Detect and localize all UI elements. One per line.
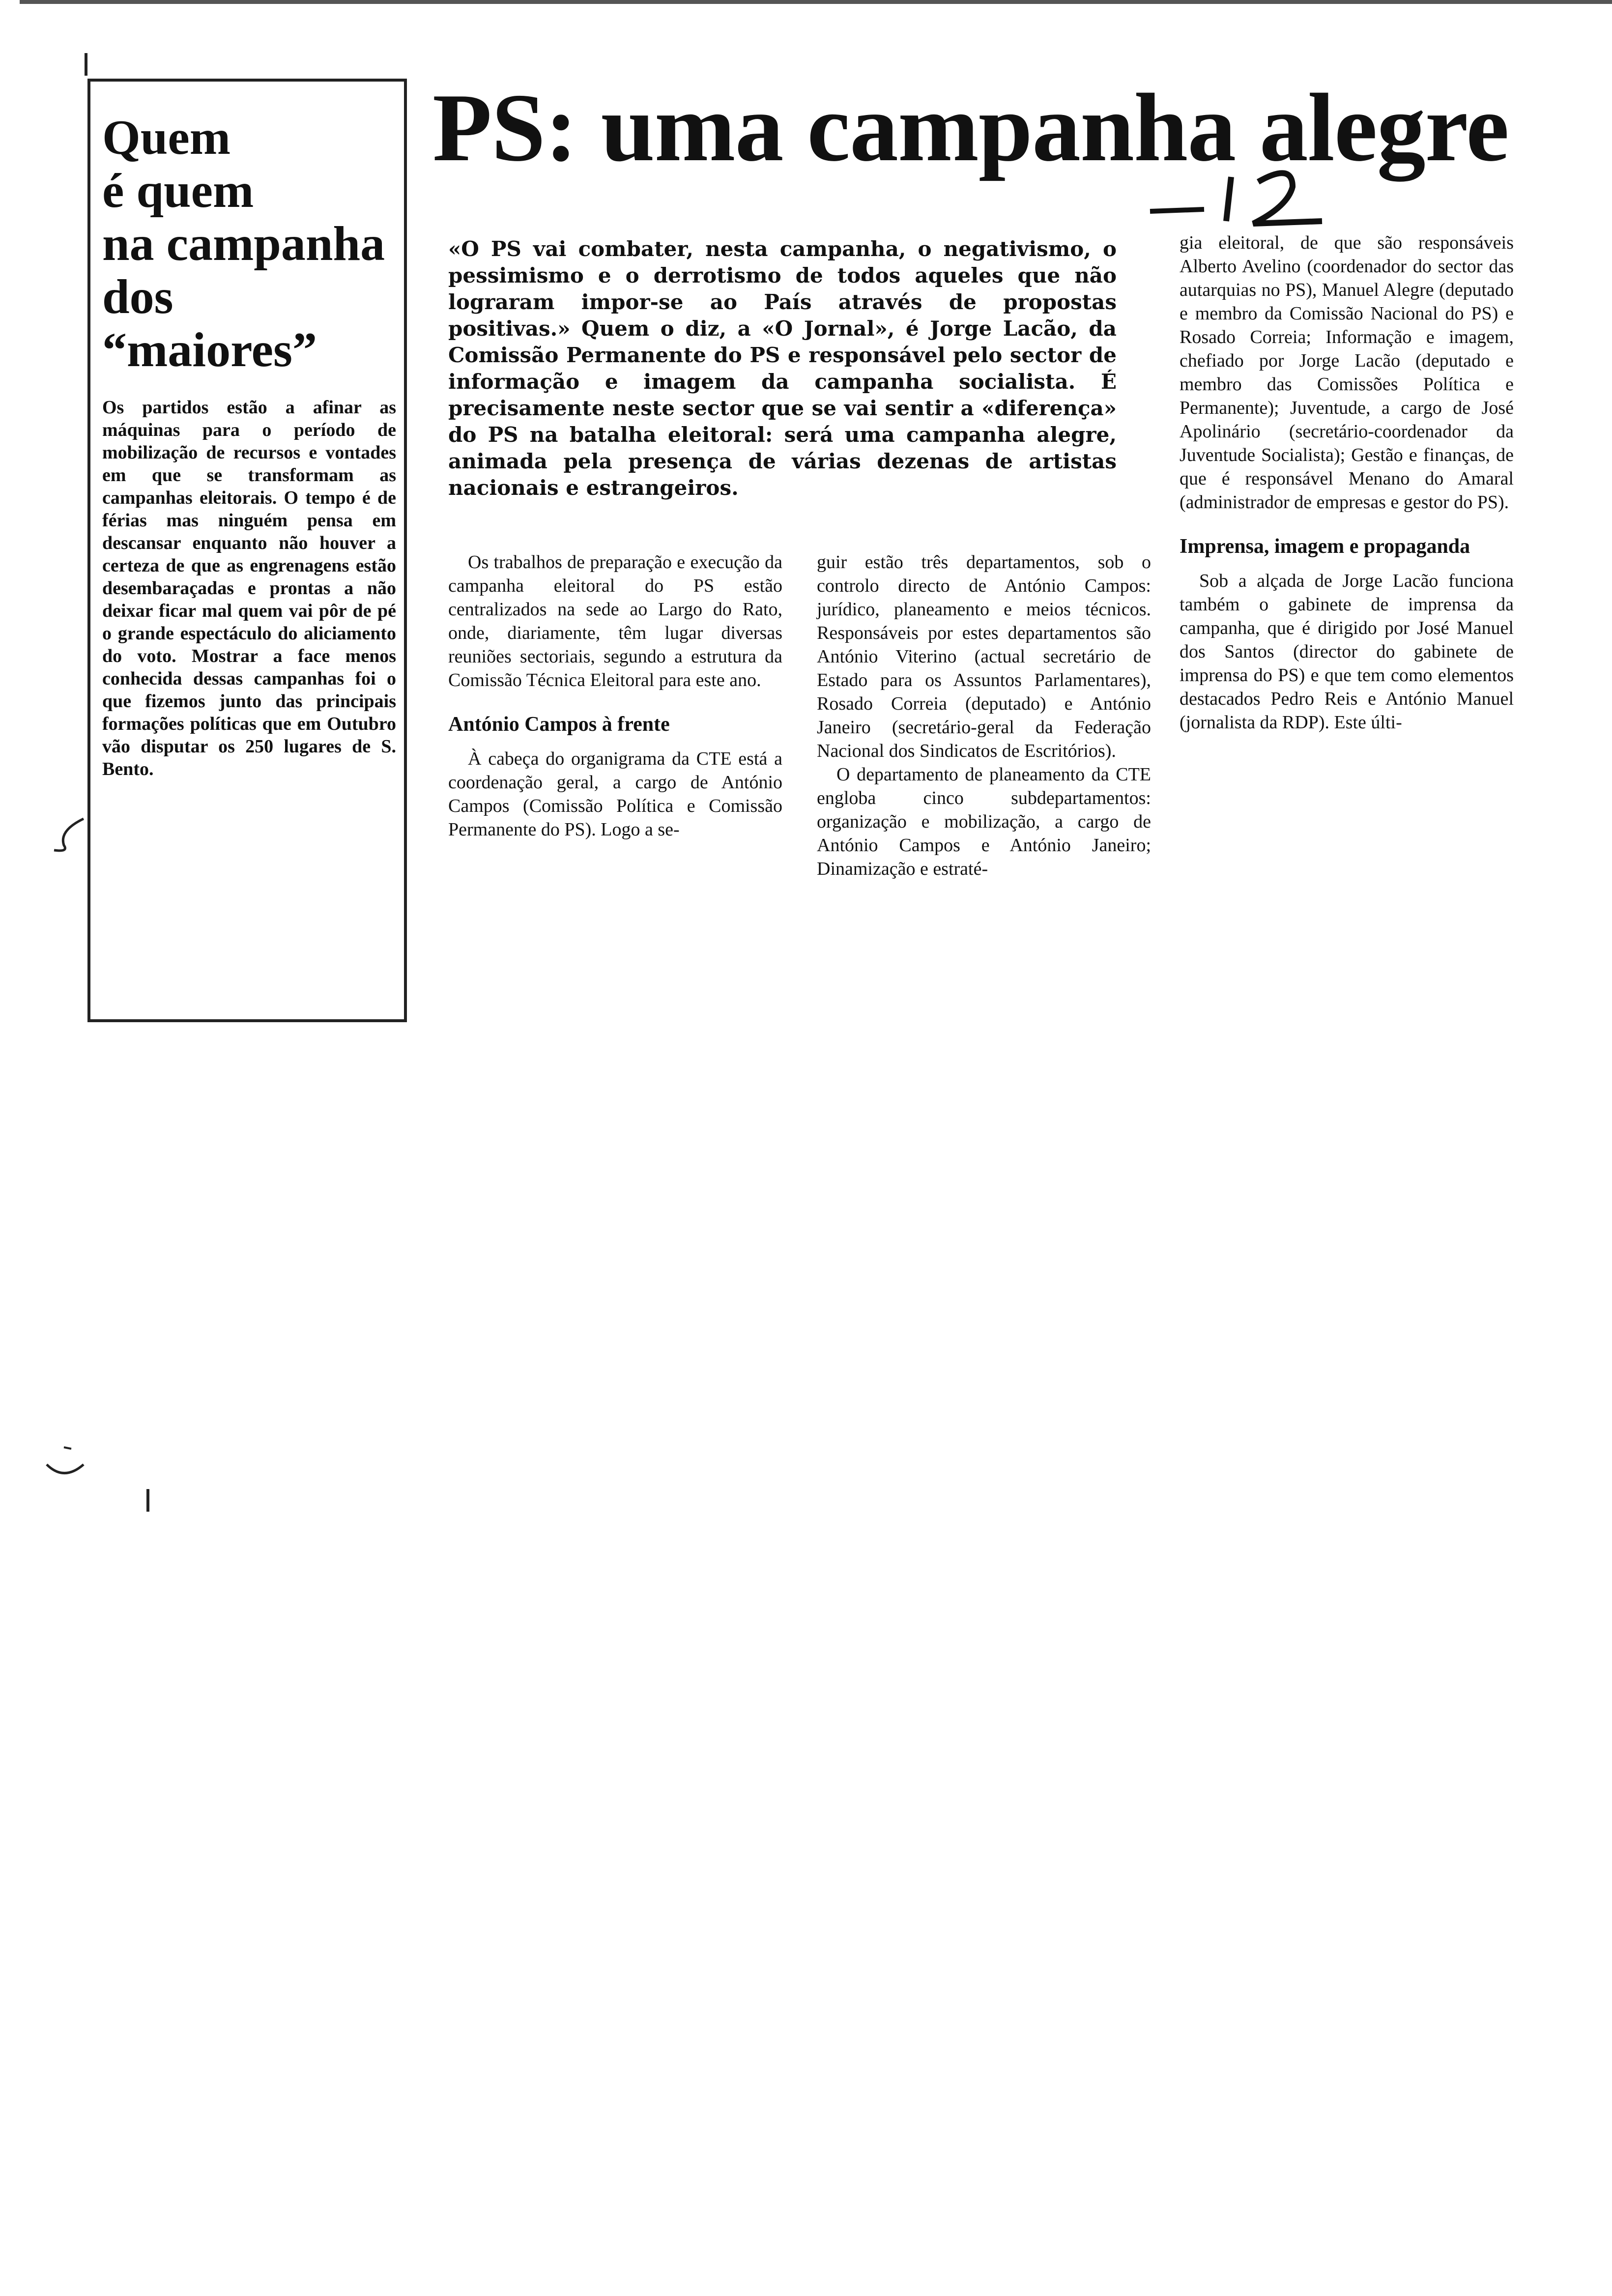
margin-tick-mark	[85, 53, 87, 76]
section-subheading: Imprensa, imagem e propaganda	[1180, 535, 1470, 558]
margin-tick-mark-lower	[146, 1489, 149, 1512]
sidebar-title-line: dos “maiores”	[102, 269, 317, 377]
handwritten-page-mark	[1145, 162, 1327, 231]
body-paragraph: O departamento de planeamento da CTE engloba cinco subdepartamentos: organização e mobilização, a cargo de António Campos e António Janeiro; Dinamização e estraté-	[817, 764, 1151, 879]
article-column-2	[817, 550, 1151, 881]
sidebar-title-line: é quem	[102, 163, 254, 218]
lead-paragraph: «O PS vai combater, nesta campanha, o negativismo, o pessimismo e o derrotismo de todos aqueles que não lograram impor-se ao País através de propostas positivas.» Quem o diz, a «O Jornal», é Jorge Lacão, da Comissão Permanente do PS e responsável pelo sector de informação e imagem da campanha socialista. É precisamente neste sector que se vai sentir a «diferença» do PS na batalha eleitoral: será uma campanha alegre, animada pela presença de várias dezenas de artistas nacionais e estrangeiros.	[448, 237, 1117, 500]
article-headline: PS: uma campanha alegre	[432, 74, 1509, 181]
margin-curve-mark	[44, 1445, 88, 1489]
sidebar-title	[102, 111, 396, 376]
body-paragraph: Sob a alçada de Jorge Lacão funciona também o gabinete de imprensa da campanha, que é dirigido por José Manuel dos Santos (director do gabinete de imprensa do PS) e que tem como elementos destacados Pedro Reis e António Manuel (jornalista da RDP). Este últi-	[1180, 571, 1514, 733]
article-column-3	[1180, 231, 1514, 734]
body-paragraph: À cabeça do organigrama da CTE está a coordenação geral, a cargo de António Campos (Comissão Política e Comissão Permanente do PS). Logo a se-	[448, 748, 782, 840]
body-paragraph: Os trabalhos de preparação e execução da campanha eleitoral do PS estão centralizados na sede ao Largo do Rato, onde, diariamente, têm lugar diversas reuniões sectoriais, segundo a estrutura da Comissão Técnica Eleitoral para este ano.	[448, 552, 782, 690]
sidebar-title-line: na campanha	[102, 216, 385, 271]
sidebar-box	[87, 79, 407, 1022]
sidebar-paragraph: Os partidos estão a afinar as máquinas para o período de mobilização de recursos e vontades em que se transformam as campanhas eleitorais. O tempo é de férias mas ninguém pensa em descansar enquanto não houver a certeza de que as engrenagens estão desembaraçadas e prontas a não deixar ficar mal quem vai pôr de pé o grande espectáculo do aliciamento do voto. Mostrar a face menos conhecida dessas campanhas foi o que fizemos junto das principais formações políticas que em Outubro vão disputar os 250 lugares de S. Bento.	[102, 397, 396, 779]
page-top-edge	[20, 0, 1612, 4]
sidebar-body	[102, 396, 396, 780]
margin-bracket-mark	[49, 816, 88, 855]
section-subheading: António Campos à frente	[448, 713, 670, 736]
article-column-1	[448, 550, 782, 841]
body-paragraph: guir estão três departamentos, sob o controlo directo de António Campos: jurídico, planeamento e meios técnicos. Responsáveis por estes departamentos são António Viterino (actual secretário de Estado para os Assuntos Parlamentares), Rosado Correia (deputado) e António Janeiro (secretário-geral da Federação Nacional dos Sindicatos de Escritórios).	[817, 552, 1151, 761]
body-paragraph: gia eleitoral, de que são responsáveis Alberto Avelino (coordenador do sector das autarquias no PS), Manuel Alegre (deputado e membro da Comissão Nacional do PS) e Rosado Correia; Informação e imagem, chefiado por Jorge Lacão (deputado e membro das Comissões Política e Permanente); Juventude, a cargo de José Apolinário (secretário-coordenador da Juventude Socialista); Gestão e finanças, de que é responsável Menano do Amaral (administrador de empresas e gestor do PS).	[1180, 232, 1514, 513]
article-lead	[448, 236, 1117, 501]
sidebar-title-line: Quem	[102, 110, 231, 165]
